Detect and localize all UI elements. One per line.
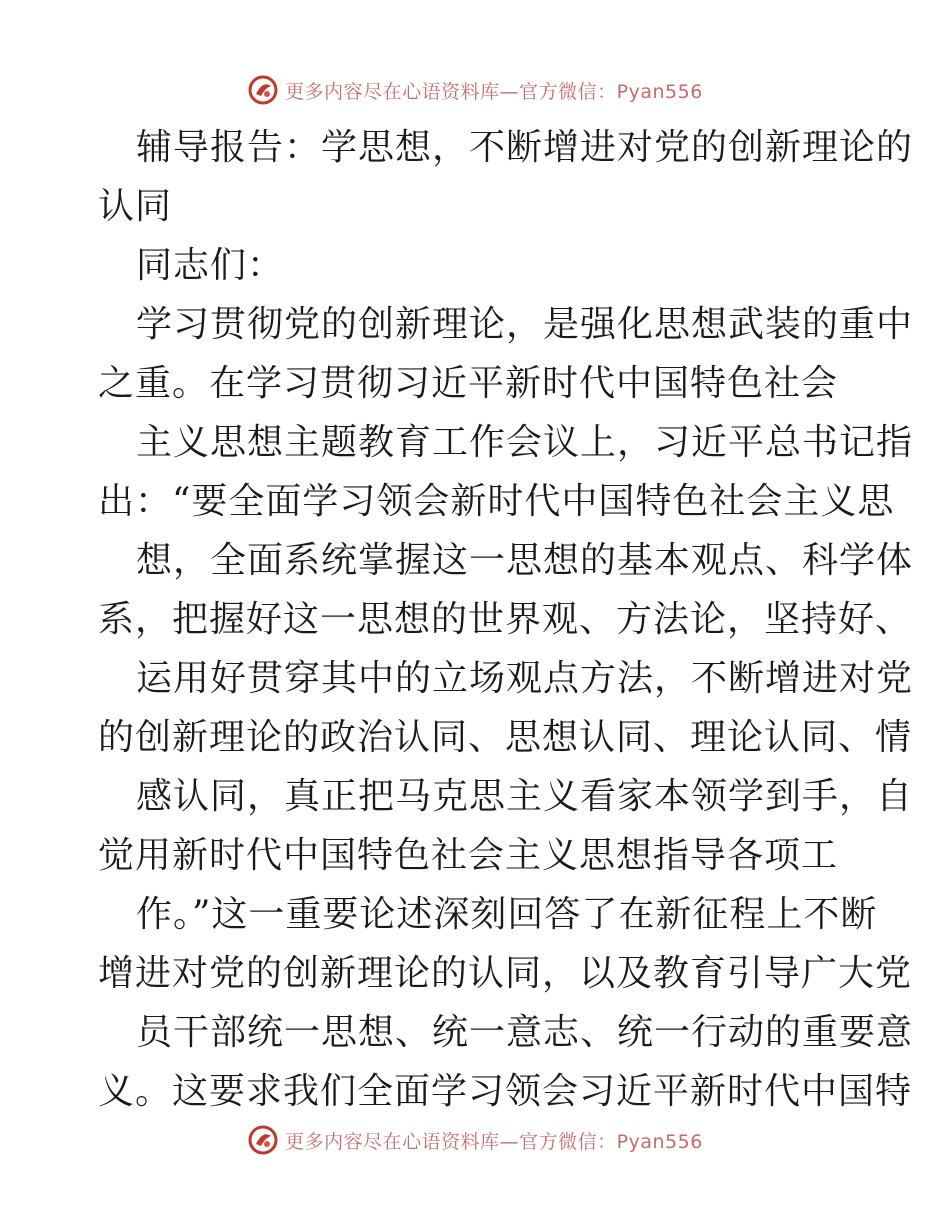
text-line: 义。这要求我们全面学习领会习近平新时代中国特: [98, 1071, 913, 1112]
text-line: 学习贯彻党的创新理论，是强化思想武装的重中: [136, 304, 914, 345]
text-line: 员干部统一思想、统一意志、统一行动的重要意: [136, 1012, 914, 1053]
text-line: 之重。在学习贯彻习近平新时代中国特色社会: [98, 363, 839, 404]
watermark-text: 更多内容尽在心语资料库—官方微信：Pyan556: [285, 80, 703, 103]
text-line: 感认同，真正把马克思主义看家本领学到手，自: [136, 776, 914, 817]
text-line: 想，全面系统掌握这一思想的基本观点、科学体: [136, 540, 914, 581]
text-line: 系，把握好这一思想的世界观、方法论，坚持好、: [98, 599, 913, 640]
text-line: 增进对党的创新理论的认同，以及教育引导广大党: [98, 953, 913, 994]
text-line: 觉用新时代中国特色社会主义思想指导各项工: [98, 835, 839, 876]
footer-watermark: [0, 1122, 950, 1158]
text-line: 辅导报告：学思想，不断增进对党的创新理论的: [136, 127, 914, 168]
red-swirl-logo-icon: [247, 1124, 279, 1156]
header-watermark: [0, 72, 950, 108]
text-line: 的创新理论的政治认同、思想认同、理论认同、情: [98, 717, 913, 758]
text-line: 作。”这一重要论述深刻回答了在新征程上不断: [136, 894, 878, 935]
watermark-text: 更多内容尽在心语资料库—官方微信：Pyan556: [285, 1130, 703, 1153]
text-line: 认同: [98, 186, 173, 227]
document-body: [98, 118, 914, 1121]
red-swirl-logo-icon: [247, 74, 279, 106]
text-line: 出：“要全面学习领会新时代中国特色社会主义思: [98, 481, 895, 522]
text-line: 同志们：: [136, 245, 285, 286]
text-line: 运用好贯穿其中的立场观点方法，不断增进对党: [136, 658, 914, 699]
text-line: 主义思想主题教育工作会议上，习近平总书记指: [136, 422, 914, 463]
